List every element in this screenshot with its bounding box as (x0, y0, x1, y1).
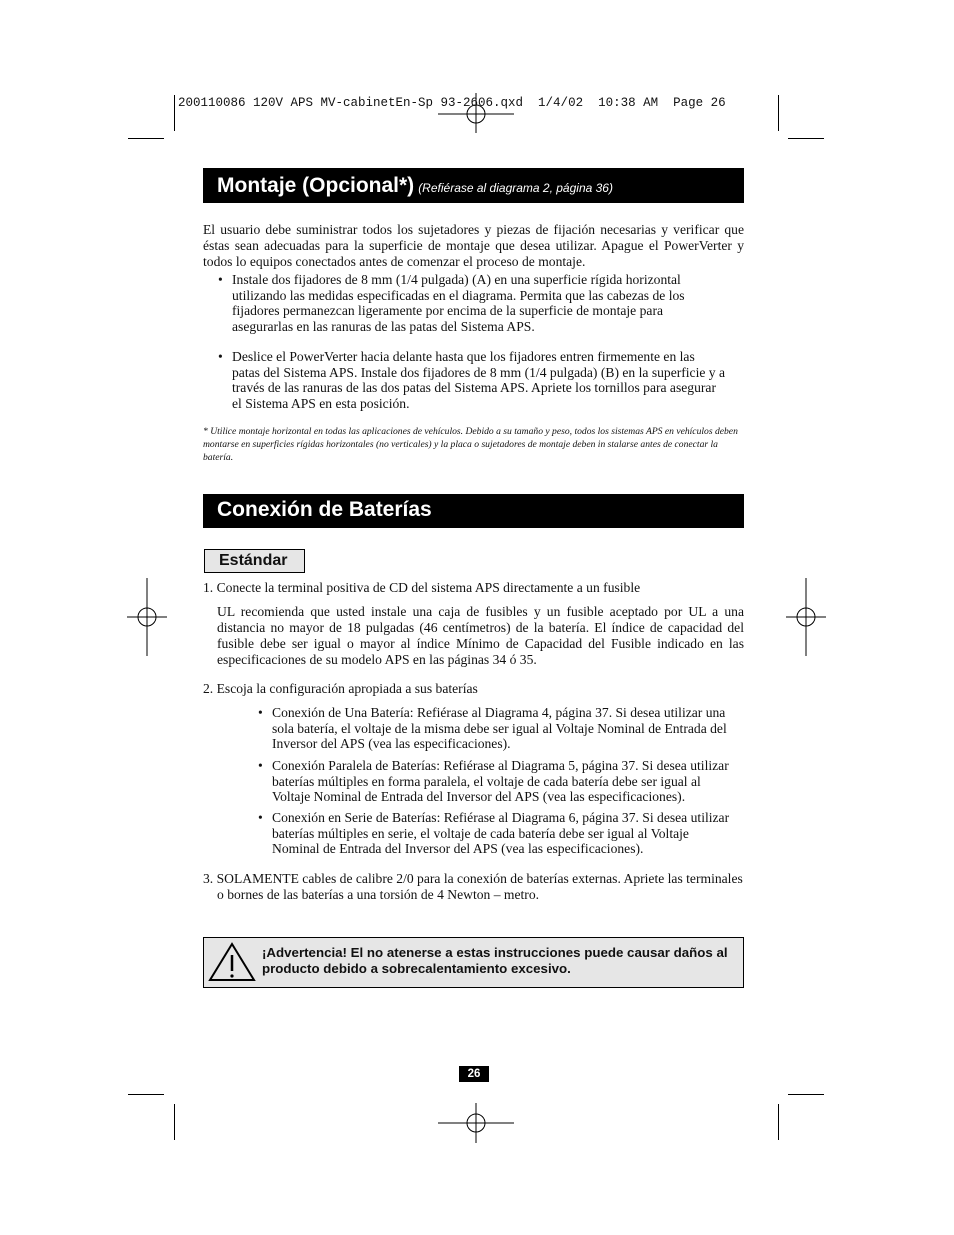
intro-paragraph: El usuario debe suministrar todos los sujetadores y piezas de fijación necesarias y verificar que éstas sean adecuadas para la superficie de montaje que desea utilizar. Apague el PowerVerter y todos lo equipos conectados antes de comenzar el proceso de montaje. (203, 222, 744, 269)
step-2: 2. Escoja la configuración apropiada a sus baterías (203, 681, 478, 696)
registration-mark-right-icon (786, 578, 826, 656)
list-item: • Deslice el PowerVerter hacia delante hasta que los fijadores entren firmemente en las patas del Sistema APS. Instale dos fijadores de 8 mm (1/4 pulgada) (B) en la superficie y a través de las ranuras de las dos patas del Sistema APS. Apriete los tornillos para asegurar el Sistema APS en esta posición. (218, 349, 726, 411)
list-item: • Conexión en Serie de Baterías: Refiérase al Diagrama 6, página 37. Si desea utilizar baterías múltiples en serie, el voltaje de cada batería debe ser igual al Voltaje Nominal de Entrada del Inversor del APS (vea las especificaciones). (258, 810, 730, 857)
registration-mark-left-icon (127, 578, 167, 656)
subsection-label: Estándar (204, 549, 305, 573)
section-title: Montaje (Opcional*) (217, 174, 415, 197)
footnote: * Utilice montaje horizontal en todas las aplicaciones de vehículos. Debido a su tamaño y peso, todos los sistemas APS en vehículos deben montarse en superficies rígidas horizontales (no verticales) y la placa o sujetadores de montaje deben in stalarse antes de conectar la batería. (203, 426, 738, 463)
step-3: 3. SOLAMENTE cables de calibre 2/0 para la conexión de baterías externas. Apriete las terminales o bornes de las baterías a una torsión de 4 Newton – metro. (203, 871, 743, 902)
list-item: • Conexión Paralela de Baterías: Refiérase al Diagrama 5, página 37. Si desea utilizar baterías múltiples en forma paralela, el voltaje de cada batería debe ser igual al Voltaje Nominal de Entrada del Inversor del APS (vea las especificaciones). (258, 758, 729, 805)
warning-text: ¡Advertencia! El no atenerse a estas instrucciones puede causar daños al producto debido a sobrecalentamiento excesivo. (262, 945, 728, 976)
page-number: 26 (459, 1066, 489, 1082)
list-item: • Instale dos fijadores de 8 mm (1/4 pulgada) (A) en una superficie rígida horizontal utilizando las medidas especificadas en el diagrama. Permita que las cabezas de los fijadores permanezcan ligeramente por encima de la superficie de montaje para asegurarlas en las ranuras de las patas del Sistema APS. (218, 272, 685, 334)
step-1-detail: UL recomienda que usted instale una caja de fusibles y un fusible aceptado por UL a una distancia no mayor de 18 pulgadas (46 centímetros) de la batería. El índice de capacidad del fusible debe ser igual o mayor al índice Mínimo de Capacidad del Fusible indicado en las especificaciones de su modelo APS en las páginas 34 ó 35. (217, 604, 744, 667)
warning-triangle-icon (207, 941, 257, 983)
list-item: • Conexión de Una Batería: Refiérase al Diagrama 4, página 37. Si desea utilizar una sola batería, el voltaje de la misma debe ser igual al Voltaje Nominal de Entrada del Inversor del APS (vea las especificaciones). (258, 705, 727, 752)
section-header-baterias (203, 494, 744, 528)
file-slug: 200110086 120V APS MV-cabinetEn-Sp 93-2606.qxd 1/4/02 10:38 AM Page 26 (178, 96, 726, 110)
step-1: 1. Conecte la terminal positiva de CD del sistema APS directamente a un fusible (203, 580, 641, 595)
section-title: Conexión de Baterías (217, 498, 432, 521)
section-subtitle: (Refiérase al diagrama 2, página 36) (418, 181, 613, 195)
section-header-montaje (203, 168, 744, 203)
registration-mark-bottom-icon (438, 1103, 514, 1143)
